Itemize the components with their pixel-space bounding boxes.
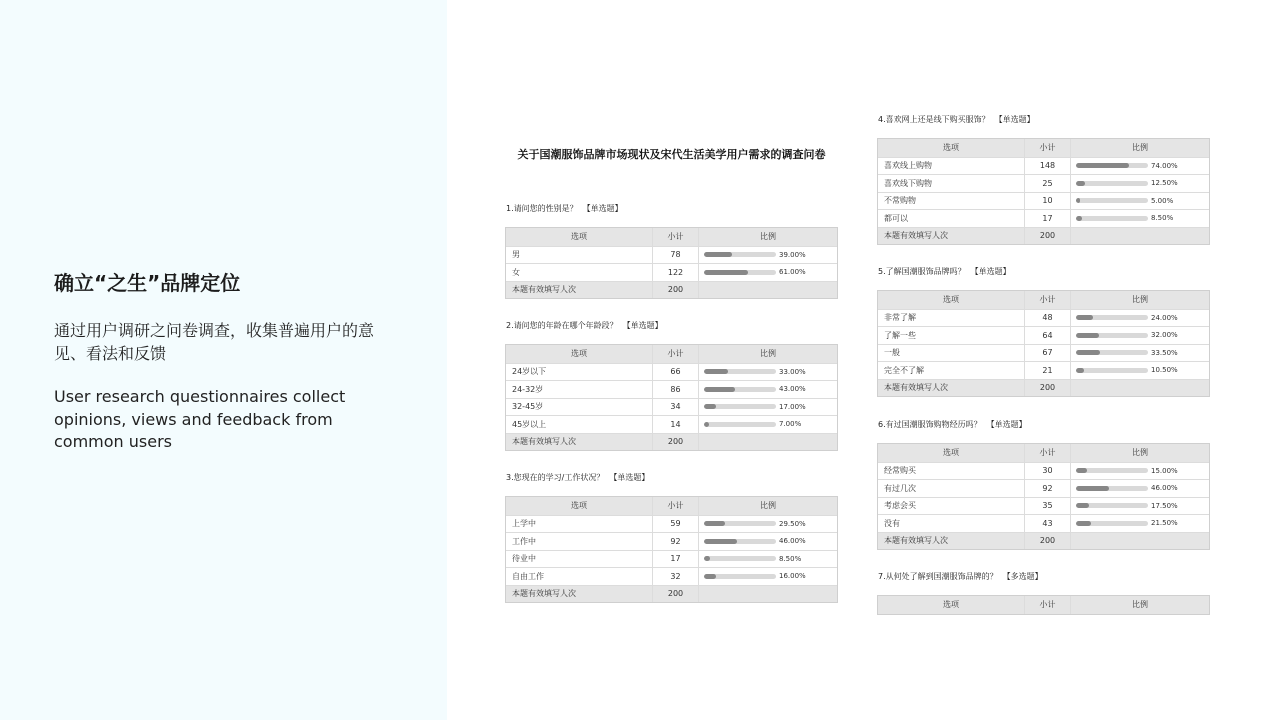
intro-title: 确立“之生”品牌定位 <box>54 271 241 295</box>
option-count: 92 <box>1024 480 1070 497</box>
question-type-tag: 【单选题】 <box>609 473 650 482</box>
intro-description-cn-line: 通过用户调研之问卷调查，收集普遍用户的意 <box>54 321 375 340</box>
question-block-1 <box>505 204 838 299</box>
question-title: 3.您现在的学习/工作状况？ <box>506 473 605 482</box>
header-option: 选项 <box>571 349 587 359</box>
ratio-bar-fill <box>1076 350 1100 355</box>
option-ratio-cell <box>1070 175 1209 192</box>
ratio-bar <box>704 404 776 409</box>
ratio-percent: 29.50% <box>779 519 806 528</box>
option-ratio-cell <box>698 551 837 568</box>
header-ratio: 比例 <box>1070 139 1209 157</box>
question-type-tag: 【单选题】 <box>582 204 623 213</box>
ratio-percent: 17.50% <box>1151 501 1178 510</box>
option-label: 非常了解 <box>884 313 916 323</box>
question-text <box>877 572 1210 582</box>
table-row <box>878 479 1209 497</box>
ratio-percent: 12.50% <box>1151 179 1178 188</box>
ratio-percent: 17.00% <box>779 402 806 411</box>
question-text <box>505 204 838 214</box>
ratio-bar <box>1076 486 1148 491</box>
option-ratio-cell <box>1070 158 1209 175</box>
table-row <box>878 192 1209 210</box>
table-total-row <box>878 379 1209 397</box>
option-label: 24岁以下 <box>512 367 547 377</box>
table-row <box>878 361 1209 379</box>
result-table <box>505 227 838 299</box>
ratio-bar <box>704 556 776 561</box>
option-ratio-cell <box>1070 515 1209 532</box>
option-label: 没有 <box>884 518 900 528</box>
question-block-2 <box>505 321 838 451</box>
option-label: 有过几次 <box>884 483 916 493</box>
option-ratio-cell <box>698 264 837 281</box>
header-ratio: 比例 <box>1070 596 1209 614</box>
ratio-bar <box>704 539 776 544</box>
ratio-percent: 33.00% <box>779 367 806 376</box>
ratio-bar <box>704 387 776 392</box>
table-row <box>506 263 837 281</box>
question-block-4 <box>877 115 1210 245</box>
ratio-bar <box>1076 333 1148 338</box>
option-ratio-cell <box>1070 498 1209 515</box>
ratio-percent: 74.00% <box>1151 161 1178 170</box>
result-table <box>877 443 1210 550</box>
ratio-percent: 15.00% <box>1151 466 1178 475</box>
option-label: 考虑会买 <box>884 501 916 511</box>
ratio-bar <box>704 270 776 275</box>
ratio-bar <box>1076 181 1148 186</box>
result-table <box>505 496 838 603</box>
option-ratio-cell <box>698 399 837 416</box>
question-title: 6.有过国潮服饰购物经历吗？ <box>878 420 982 429</box>
ratio-bar-fill <box>1076 468 1087 473</box>
ratio-bar-fill <box>1076 181 1085 186</box>
ratio-bar-fill <box>704 539 737 544</box>
option-count: 148 <box>1024 158 1070 175</box>
option-label: 工作中 <box>512 536 536 546</box>
ratio-bar-fill <box>704 521 725 526</box>
question-type-tag: 【多选题】 <box>1002 572 1043 581</box>
option-label: 完全不了解 <box>884 365 924 375</box>
ratio-bar <box>704 369 776 374</box>
option-ratio-cell <box>1070 362 1209 379</box>
option-label: 32-45岁 <box>512 402 544 412</box>
table-row <box>506 550 837 568</box>
ratio-bar-fill <box>704 387 735 392</box>
ratio-percent: 16.00% <box>779 572 806 581</box>
ratio-bar-fill <box>1076 486 1109 491</box>
option-label: 都可以 <box>884 213 908 223</box>
table-row <box>878 497 1209 515</box>
table-row <box>506 515 837 533</box>
option-ratio-cell <box>698 364 837 381</box>
option-count: 14 <box>652 416 698 433</box>
header-count: 小计 <box>652 345 698 363</box>
total-label: 本题有效填写人次 <box>884 231 948 241</box>
option-count: 21 <box>1024 362 1070 379</box>
total-ratio-cell <box>698 586 837 603</box>
header-option: 选项 <box>943 143 959 153</box>
header-count: 小计 <box>1024 444 1070 462</box>
ratio-percent: 5.00% <box>1151 196 1174 205</box>
ratio-bar <box>1076 350 1148 355</box>
option-label: 45岁以上 <box>512 419 547 429</box>
option-count: 66 <box>652 364 698 381</box>
total-ratio-cell <box>1070 533 1209 550</box>
option-ratio-cell <box>1070 193 1209 210</box>
table-row <box>506 398 837 416</box>
ratio-percent: 10.50% <box>1151 366 1178 375</box>
option-count: 34 <box>652 399 698 416</box>
option-ratio-cell <box>1070 463 1209 480</box>
header-option: 选项 <box>943 448 959 458</box>
total-ratio-cell <box>698 282 837 299</box>
result-table <box>505 344 838 451</box>
option-ratio-cell <box>1070 345 1209 362</box>
question-text <box>505 321 838 331</box>
option-count: 67 <box>1024 345 1070 362</box>
table-row <box>878 344 1209 362</box>
intro-description-cn <box>54 319 374 365</box>
header-ratio: 比例 <box>1070 291 1209 309</box>
table-row <box>506 532 837 550</box>
question-title: 1.请问您的性别是？ <box>506 204 578 213</box>
ratio-bar-fill <box>704 404 716 409</box>
option-label: 24-32岁 <box>512 384 544 394</box>
total-count: 200 <box>652 434 698 451</box>
option-ratio-cell <box>698 416 837 433</box>
option-label: 喜欢线下购物 <box>884 178 932 188</box>
intro-description-en-line: opinions, views and feedback from <box>54 409 333 429</box>
question-block-7 <box>877 572 1210 615</box>
table-row <box>506 246 837 264</box>
table-row <box>506 567 837 585</box>
table-total-row <box>878 227 1209 245</box>
option-count: 25 <box>1024 175 1070 192</box>
table-header-row <box>878 291 1209 309</box>
ratio-bar-fill <box>1076 521 1091 526</box>
question-text <box>877 115 1210 125</box>
header-option: 选项 <box>943 295 959 305</box>
table-header-row <box>878 139 1209 157</box>
ratio-bar <box>704 422 776 427</box>
intro-description-en-line: common users <box>54 432 173 451</box>
option-label: 经常购买 <box>884 466 916 476</box>
header-count: 小计 <box>652 228 698 246</box>
table-row <box>878 309 1209 327</box>
ratio-bar-fill <box>1076 216 1082 221</box>
option-label: 一般 <box>884 348 900 358</box>
ratio-bar-fill <box>704 270 748 275</box>
header-count: 小计 <box>1024 139 1070 157</box>
ratio-bar <box>1076 368 1148 373</box>
ratio-bar <box>704 574 776 579</box>
option-ratio-cell <box>698 533 837 550</box>
header-ratio: 比例 <box>1070 444 1209 462</box>
header-count: 小计 <box>652 497 698 515</box>
ratio-percent: 8.50% <box>779 554 802 563</box>
ratio-bar-fill <box>704 574 716 579</box>
question-text <box>877 420 1210 430</box>
ratio-percent: 33.50% <box>1151 348 1178 357</box>
ratio-percent: 39.00% <box>779 250 806 259</box>
option-count: 48 <box>1024 310 1070 327</box>
header-count: 小计 <box>1024 596 1070 614</box>
option-count: 35 <box>1024 498 1070 515</box>
option-label: 喜欢线上购物 <box>884 161 932 171</box>
option-count: 78 <box>652 247 698 264</box>
ratio-bar <box>704 252 776 257</box>
question-text <box>877 267 1210 277</box>
option-count: 64 <box>1024 327 1070 344</box>
ratio-bar-fill <box>1076 503 1089 508</box>
ratio-bar <box>1076 503 1148 508</box>
result-table <box>877 138 1210 245</box>
option-label: 上学中 <box>512 519 536 529</box>
total-count: 200 <box>1024 228 1070 245</box>
result-table <box>877 595 1210 615</box>
option-count: 86 <box>652 381 698 398</box>
header-option: 选项 <box>571 232 587 242</box>
option-label: 男 <box>512 250 520 260</box>
option-count: 59 <box>652 516 698 533</box>
ratio-bar-fill <box>1076 333 1099 338</box>
ratio-percent: 24.00% <box>1151 313 1178 322</box>
option-count: 17 <box>652 551 698 568</box>
ratio-bar-fill <box>1076 163 1129 168</box>
header-ratio: 比例 <box>698 497 837 515</box>
table-row <box>878 174 1209 192</box>
total-label: 本题有效填写人次 <box>884 383 948 393</box>
ratio-bar-fill <box>1076 368 1084 373</box>
total-ratio-cell <box>698 434 837 451</box>
question-title: 4.喜欢网上还是线下购买服饰？ <box>878 115 990 124</box>
ratio-percent: 8.50% <box>1151 214 1174 223</box>
ratio-bar-fill <box>704 369 728 374</box>
option-count: 122 <box>652 264 698 281</box>
ratio-percent: 46.00% <box>1151 484 1178 493</box>
header-option: 选项 <box>943 600 959 610</box>
table-header-row <box>506 345 837 363</box>
question-type-tag: 【单选题】 <box>986 420 1027 429</box>
ratio-percent: 43.00% <box>779 385 806 394</box>
option-ratio-cell <box>698 381 837 398</box>
survey-title: 关于国潮服饰品牌市场现状及宋代生活美学用户需求的调查问卷 <box>517 148 826 161</box>
option-ratio-cell <box>1070 310 1209 327</box>
ratio-bar <box>1076 315 1148 320</box>
table-total-row <box>506 585 837 603</box>
table-row <box>506 363 837 381</box>
option-count: 30 <box>1024 463 1070 480</box>
option-label: 自由工作 <box>512 571 544 581</box>
question-type-tag: 【单选题】 <box>994 115 1035 124</box>
option-count: 43 <box>1024 515 1070 532</box>
question-text <box>505 473 838 483</box>
option-ratio-cell <box>1070 480 1209 497</box>
ratio-bar-fill <box>704 556 710 561</box>
table-row <box>878 462 1209 480</box>
ratio-bar-fill <box>1076 198 1080 203</box>
header-ratio: 比例 <box>698 345 837 363</box>
option-ratio-cell <box>1070 327 1209 344</box>
table-row <box>506 380 837 398</box>
table-row <box>878 326 1209 344</box>
ratio-bar-fill <box>704 252 732 257</box>
header-option: 选项 <box>571 501 587 511</box>
option-label: 不常购物 <box>884 196 916 206</box>
total-count: 200 <box>652 282 698 299</box>
intro-panel <box>0 0 447 720</box>
total-count: 200 <box>1024 533 1070 550</box>
ratio-percent: 32.00% <box>1151 331 1178 340</box>
ratio-bar-fill <box>1076 315 1093 320</box>
table-total-row <box>506 433 837 451</box>
table-row <box>878 514 1209 532</box>
option-ratio-cell <box>698 568 837 585</box>
option-label: 待业中 <box>512 554 536 564</box>
total-label: 本题有效填写人次 <box>512 589 576 599</box>
table-row <box>506 415 837 433</box>
table-header-row <box>878 596 1209 614</box>
option-ratio-cell <box>698 247 837 264</box>
option-ratio-cell <box>698 516 837 533</box>
ratio-bar-fill <box>704 422 709 427</box>
option-count: 92 <box>652 533 698 550</box>
table-header-row <box>506 497 837 515</box>
total-ratio-cell <box>1070 228 1209 245</box>
question-title: 2.请问您的年龄在哪个年龄段？ <box>506 321 618 330</box>
option-count: 10 <box>1024 193 1070 210</box>
result-table <box>877 290 1210 397</box>
ratio-percent: 7.00% <box>779 420 802 429</box>
ratio-bar <box>1076 216 1148 221</box>
table-row <box>878 209 1209 227</box>
header-ratio: 比例 <box>698 228 837 246</box>
ratio-bar <box>1076 163 1148 168</box>
header-count: 小计 <box>1024 291 1070 309</box>
question-block-6 <box>877 420 1210 550</box>
question-block-5 <box>877 267 1210 397</box>
option-count: 17 <box>1024 210 1070 227</box>
total-label: 本题有效填写人次 <box>512 285 576 295</box>
total-count: 200 <box>1024 380 1070 397</box>
question-title: 7.从何处了解到国潮服饰品牌的？ <box>878 572 998 581</box>
intro-description-cn-line: 见、看法和反馈 <box>54 344 167 363</box>
question-block-3 <box>505 473 838 603</box>
question-type-tag: 【单选题】 <box>970 267 1011 276</box>
ratio-percent: 21.50% <box>1151 519 1178 528</box>
ratio-bar <box>1076 468 1148 473</box>
ratio-percent: 46.00% <box>779 537 806 546</box>
option-count: 32 <box>652 568 698 585</box>
total-count: 200 <box>652 586 698 603</box>
table-total-row <box>506 281 837 299</box>
total-label: 本题有效填写人次 <box>512 437 576 447</box>
option-label: 了解一些 <box>884 330 916 340</box>
question-title: 5.了解国潮服饰品牌吗？ <box>878 267 966 276</box>
table-header-row <box>878 444 1209 462</box>
ratio-bar <box>704 521 776 526</box>
table-header-row <box>506 228 837 246</box>
ratio-bar <box>1076 521 1148 526</box>
table-total-row <box>878 532 1209 550</box>
question-type-tag: 【单选题】 <box>622 321 663 330</box>
intro-description-en <box>54 386 345 454</box>
total-ratio-cell <box>1070 380 1209 397</box>
option-label: 女 <box>512 267 520 277</box>
table-row <box>878 157 1209 175</box>
ratio-percent: 61.00% <box>779 268 806 277</box>
total-label: 本题有效填写人次 <box>884 536 948 546</box>
option-ratio-cell <box>1070 210 1209 227</box>
intro-description-en-line: User research questionnaires collect <box>54 387 346 406</box>
ratio-bar <box>1076 198 1148 203</box>
